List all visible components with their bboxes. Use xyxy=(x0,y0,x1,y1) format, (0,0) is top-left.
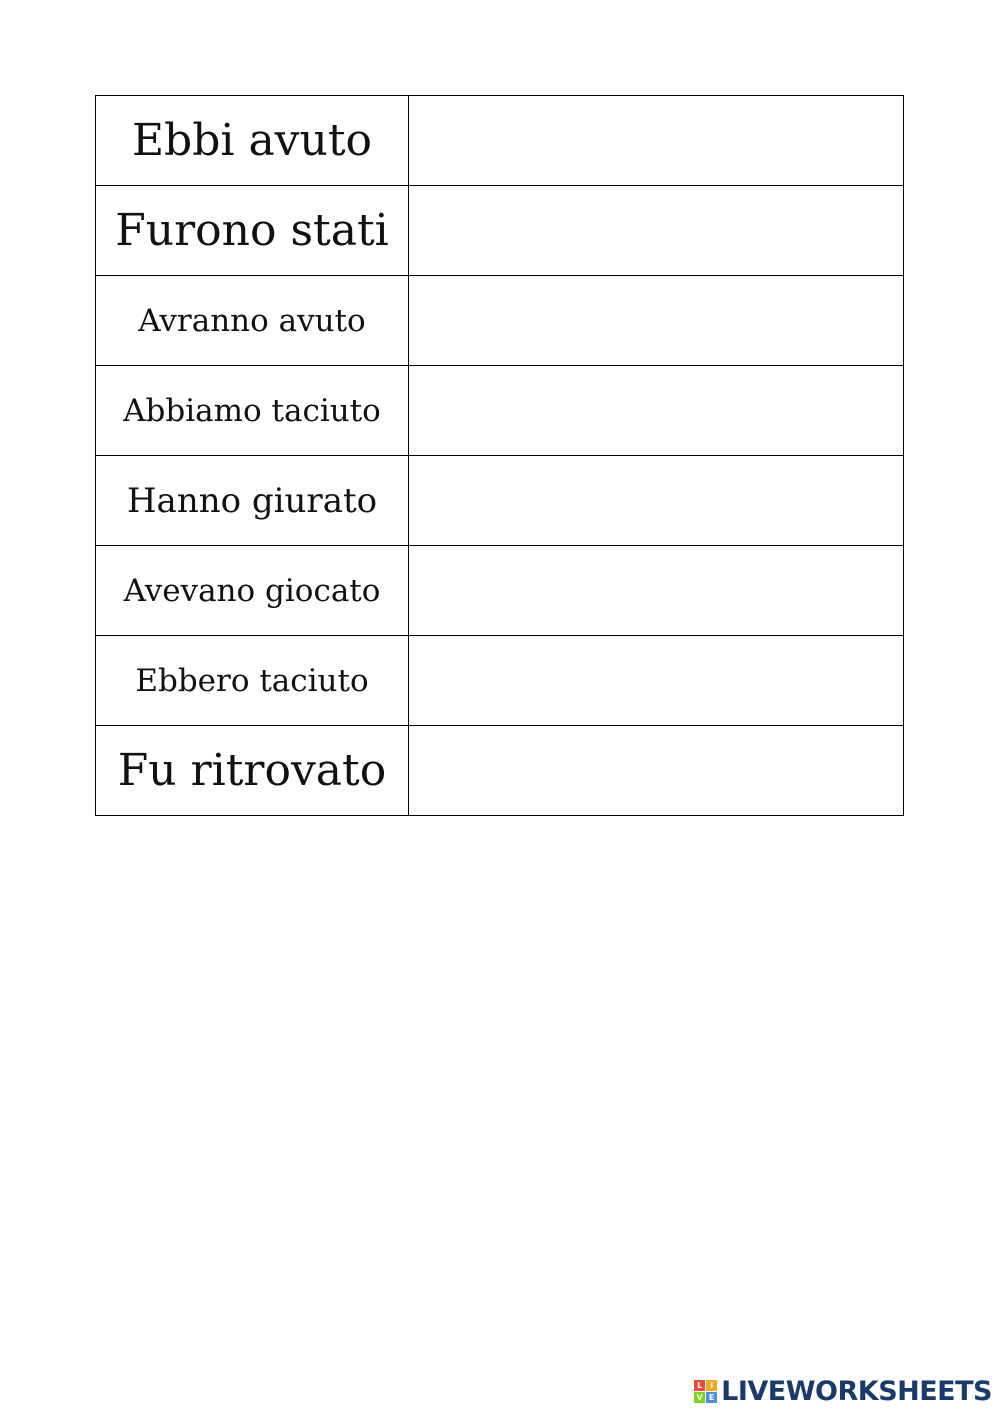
answer-cell xyxy=(409,726,904,816)
table-row xyxy=(96,276,904,366)
answer-cell xyxy=(409,96,904,186)
answer-input[interactable] xyxy=(409,366,903,455)
verb-cell: Avevano giocato xyxy=(96,546,409,636)
table-row xyxy=(96,456,904,546)
verb-cell: Avranno avuto xyxy=(96,276,409,366)
table-row xyxy=(96,726,904,816)
answer-input[interactable] xyxy=(409,726,903,815)
verb-cell: Hanno giurato xyxy=(96,456,409,546)
brand-watermark xyxy=(694,1376,992,1407)
verb-cell: Furono stati xyxy=(96,186,409,276)
logo-tile: L xyxy=(694,1380,705,1391)
answer-cell xyxy=(409,186,904,276)
liveworksheets-logo-icon xyxy=(694,1380,717,1403)
answer-input[interactable] xyxy=(409,276,903,365)
answer-input[interactable] xyxy=(409,96,903,185)
answer-input[interactable] xyxy=(409,546,903,635)
logo-tile: I xyxy=(706,1380,717,1391)
answer-cell xyxy=(409,366,904,456)
verb-cell: Fu ritrovato xyxy=(96,726,409,816)
table-row xyxy=(96,546,904,636)
logo-tile: E xyxy=(706,1392,717,1403)
verb-cell: Ebbero taciuto xyxy=(96,636,409,726)
table-row xyxy=(96,366,904,456)
answer-cell xyxy=(409,636,904,726)
worksheet-table xyxy=(95,95,904,816)
table-row xyxy=(96,96,904,186)
verb-cell: Abbiamo taciuto xyxy=(96,366,409,456)
answer-input[interactable] xyxy=(409,186,903,275)
answer-cell xyxy=(409,456,904,546)
answer-cell xyxy=(409,546,904,636)
answer-cell xyxy=(409,276,904,366)
table-row xyxy=(96,636,904,726)
table-row xyxy=(96,186,904,276)
answer-input[interactable] xyxy=(409,456,903,545)
answer-input[interactable] xyxy=(409,636,903,725)
brand-name: LIVEWORKSHEETS xyxy=(721,1376,992,1407)
logo-tile: V xyxy=(694,1392,705,1403)
verb-cell: Ebbi avuto xyxy=(96,96,409,186)
